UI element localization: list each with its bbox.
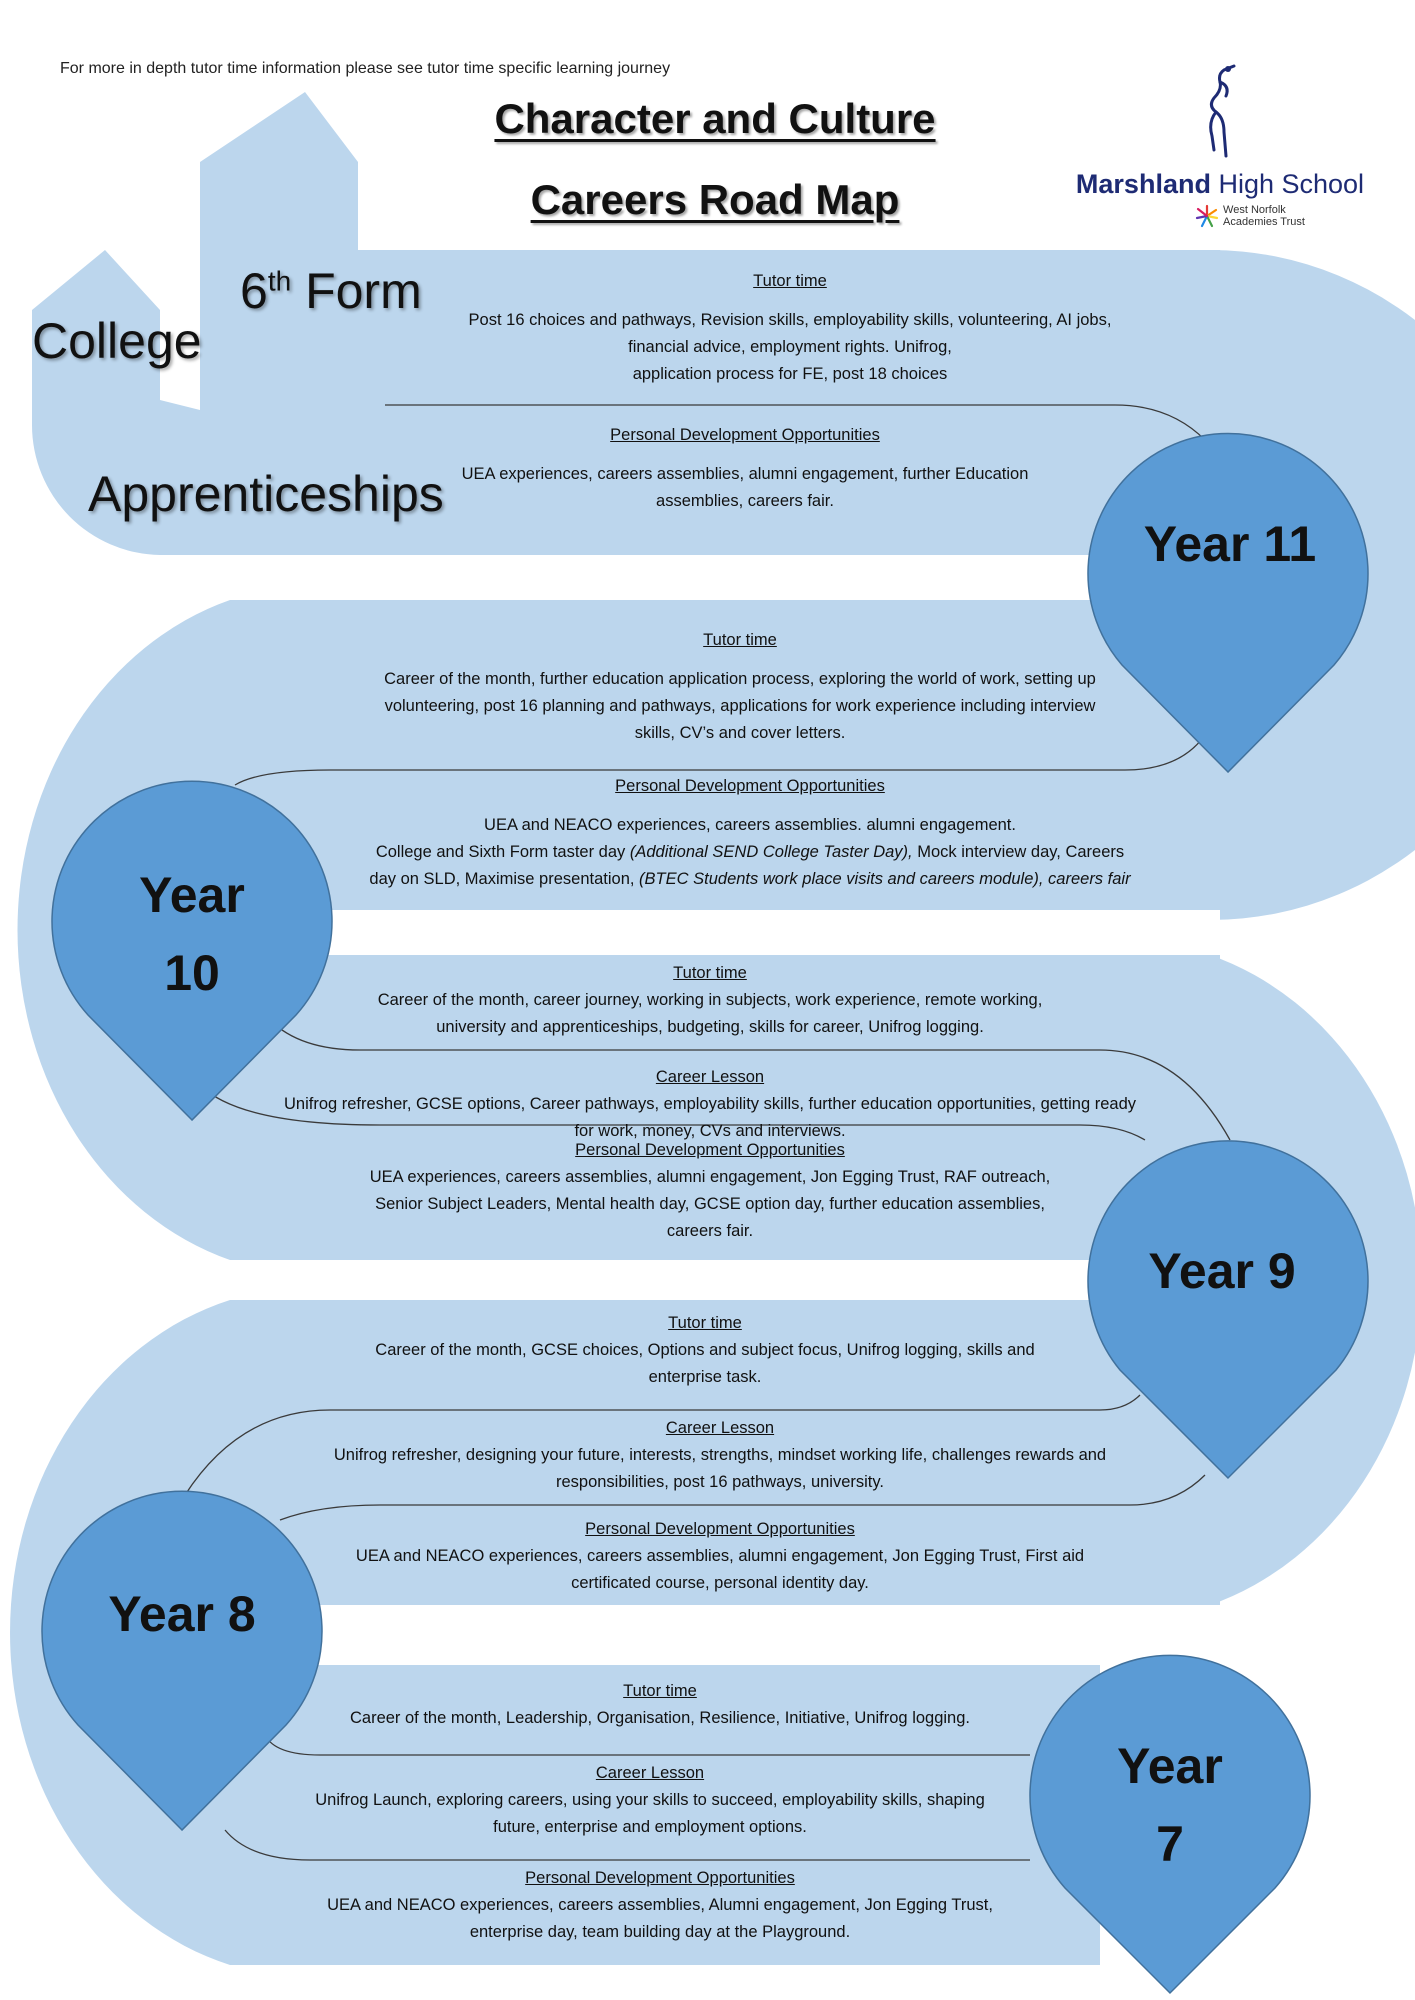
year8-tutor-time: Tutor time Career of the month, GCSE choices, Options and subject focus, Unifrog logging, skills and enterprise task. (375, 1314, 1035, 1386)
school-logo (1070, 60, 1370, 228)
school-name: Marshland High School (1075, 169, 1365, 199)
trust-star-icon (1195, 204, 1219, 228)
year9-tutor-time: Tutor time Career of the month, career journey, working in subjects, work experience, remote working, university and apprenticeships, budgeting, skills for career, Unifrog logging. (377, 964, 1043, 1036)
year11-personal-development: Personal Development Opportunities UEA experiences, careers assemblies, alumni engagement, further Education assemblies, careers fair. (461, 426, 1029, 510)
year8-label: Year 8 (108, 1586, 256, 1642)
page-title: Character and Culture (494, 95, 936, 142)
college-label: College (32, 313, 202, 369)
page-subtitle: Careers Road Map (530, 176, 900, 223)
year9-label: Year 9 (1148, 1243, 1296, 1299)
year11-label: Year 11 (1143, 516, 1317, 572)
year9-career-lesson: Career Lesson Unifrog refresher, GCSE options, Career pathways, employability skills, further education opportunities, getting ready for work, money, CVs and interviews. (283, 1068, 1136, 1140)
sixth-form-label: 6th Form (240, 263, 422, 319)
year7-personal-development: Personal Development Opportunities UEA and NEACO experiences, careers assemblies, Alumni engagement, Jon Egging Trust, enterprise day, team building day at the Playground. (327, 1869, 993, 1941)
heron-logo-icon (1190, 60, 1250, 160)
trust-logo (1130, 204, 1370, 228)
year11-tutor-time: Tutor time Post 16 choices and pathways, Revision skills, employability skills, volunteering, AI jobs, financial advice, employment rights. Unifrog, application process for FE, post 18 choices (468, 272, 1112, 383)
year8-personal-development: Personal Development Opportunities UEA and NEACO experiences, careers assemblies, alumni engagement, Jon Egging Trust, First aid certificated course, personal identity day. (355, 1520, 1085, 1592)
year7-career-lesson: Career Lesson Unifrog Launch, exploring careers, using your skills to succeed, employability skills, shaping future, enterprise and employment options. (315, 1764, 985, 1836)
year10-label: Year 10 (139, 867, 245, 1001)
apprenticeships-label: Apprenticeships (88, 466, 444, 522)
trust-name-line1: West Norfolk (1223, 204, 1286, 216)
year8-career-lesson: Career Lesson Unifrog refresher, designing your future, interests, strengths, mindset working life, challenges rewards and responsibilities, post 16 pathways, university. (333, 1419, 1107, 1491)
year9-personal-development: Personal Development Opportunities UEA experiences, careers assemblies, alumni engagement, Jon Egging Trust, RAF outreach, Senior Subject Leaders, Mental health day, GCSE option day, further education assemblies, careers fair. (369, 1141, 1051, 1240)
trust-name-line2: Academies Trust (1223, 216, 1305, 229)
year10-tutor-time: Tutor time Career of the month, further education application process, exploring the world of work, setting up volunteering, post 16 planning and pathways, applications for work experience including interview skills, CV’s and cover letters. (384, 631, 1096, 742)
year7-label: Year 7 (1117, 1738, 1223, 1872)
year10-personal-development: Personal Development Opportunities UEA and NEACO experiences, careers assemblies. alumni engagement. College and Sixth Form taster day (Additional SEND College Taster Day), Mock interview day, Careers day on SLD, Maximise presentation, (BTEC Students work place visits and careers module), careers fair (369, 777, 1131, 888)
year7-tutor-time: Tutor time Career of the month, Leadership, Organisation, Resilience, Initiative, Unifrog logging. (349, 1682, 970, 1727)
tutor-time-note: For more in depth tutor time information please see tutor time specific learning journey (60, 60, 671, 77)
